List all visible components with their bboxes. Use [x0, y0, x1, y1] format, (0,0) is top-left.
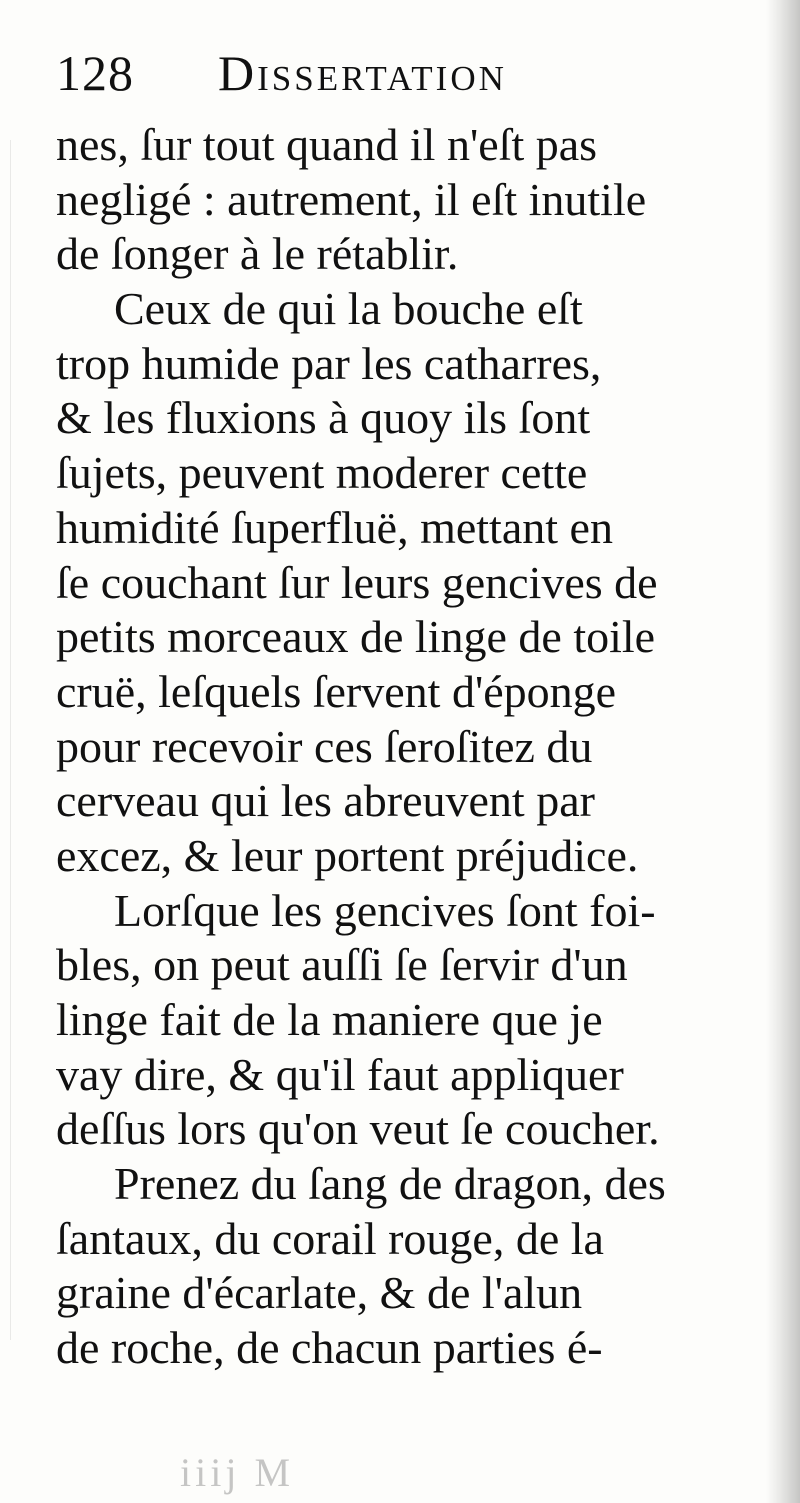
- text-line: & les fluxions à quoy ils ſont: [56, 392, 591, 444]
- text-line: trop humide par les catharres,: [56, 337, 602, 389]
- text-line: humidité ſuperfluë, mettant en: [56, 501, 613, 553]
- text-line: graine d'écarlate, & de l'alun: [56, 1267, 583, 1319]
- text-line: vay dire, & qu'il faut appliquer: [56, 1048, 624, 1100]
- text-line: ſe couchant ſur leurs gencives de: [56, 556, 658, 608]
- body-text: [56, 118, 774, 1376]
- paragraph-start-line: Lorſque les gencives ſont foi-: [114, 884, 656, 936]
- text-line: pour recevoir ces ſeroſitez du: [56, 720, 593, 772]
- text-line: bles, on peut auſſi ſe ſervir d'un: [56, 939, 628, 991]
- text-line: petits morceaux de linge de toile: [56, 611, 656, 663]
- text-line: linge fait de la maniere que je: [56, 994, 603, 1045]
- paragraph-start-line: Ceux de qui la bouche eſt: [114, 283, 583, 335]
- text-line: ſantaux, du corail rouge, de la: [56, 1212, 604, 1264]
- page-number: 128: [56, 45, 134, 101]
- text-line: cruë, leſquels ſervent d'éponge: [56, 665, 617, 717]
- paragraph-start-line: Prenez du ſang de dragon, des: [114, 1158, 666, 1210]
- signature-mark: iiij M: [180, 1450, 295, 1495]
- text-line: ſujets, peuvent moderer cette: [56, 447, 588, 499]
- text-line: nes, ſur tout quand il n'eſt pas: [56, 119, 598, 170]
- text-line: negligé : autrement, il eſt inutile: [56, 173, 647, 225]
- text-line: deſſus lors qu'on veut ſe coucher.: [56, 1103, 660, 1155]
- page-margin-shadow: [10, 140, 11, 1340]
- text-line: cerveau qui les abreuvent par: [56, 775, 595, 827]
- page-header: [48, 38, 768, 108]
- text-line: excez, & leur portent préjudice.: [56, 829, 639, 881]
- text-line: de roche, de chacun parties é-: [56, 1322, 603, 1374]
- text-line: de ſonger à le rétablir.: [56, 228, 459, 280]
- running-title: Dissertation: [218, 45, 507, 101]
